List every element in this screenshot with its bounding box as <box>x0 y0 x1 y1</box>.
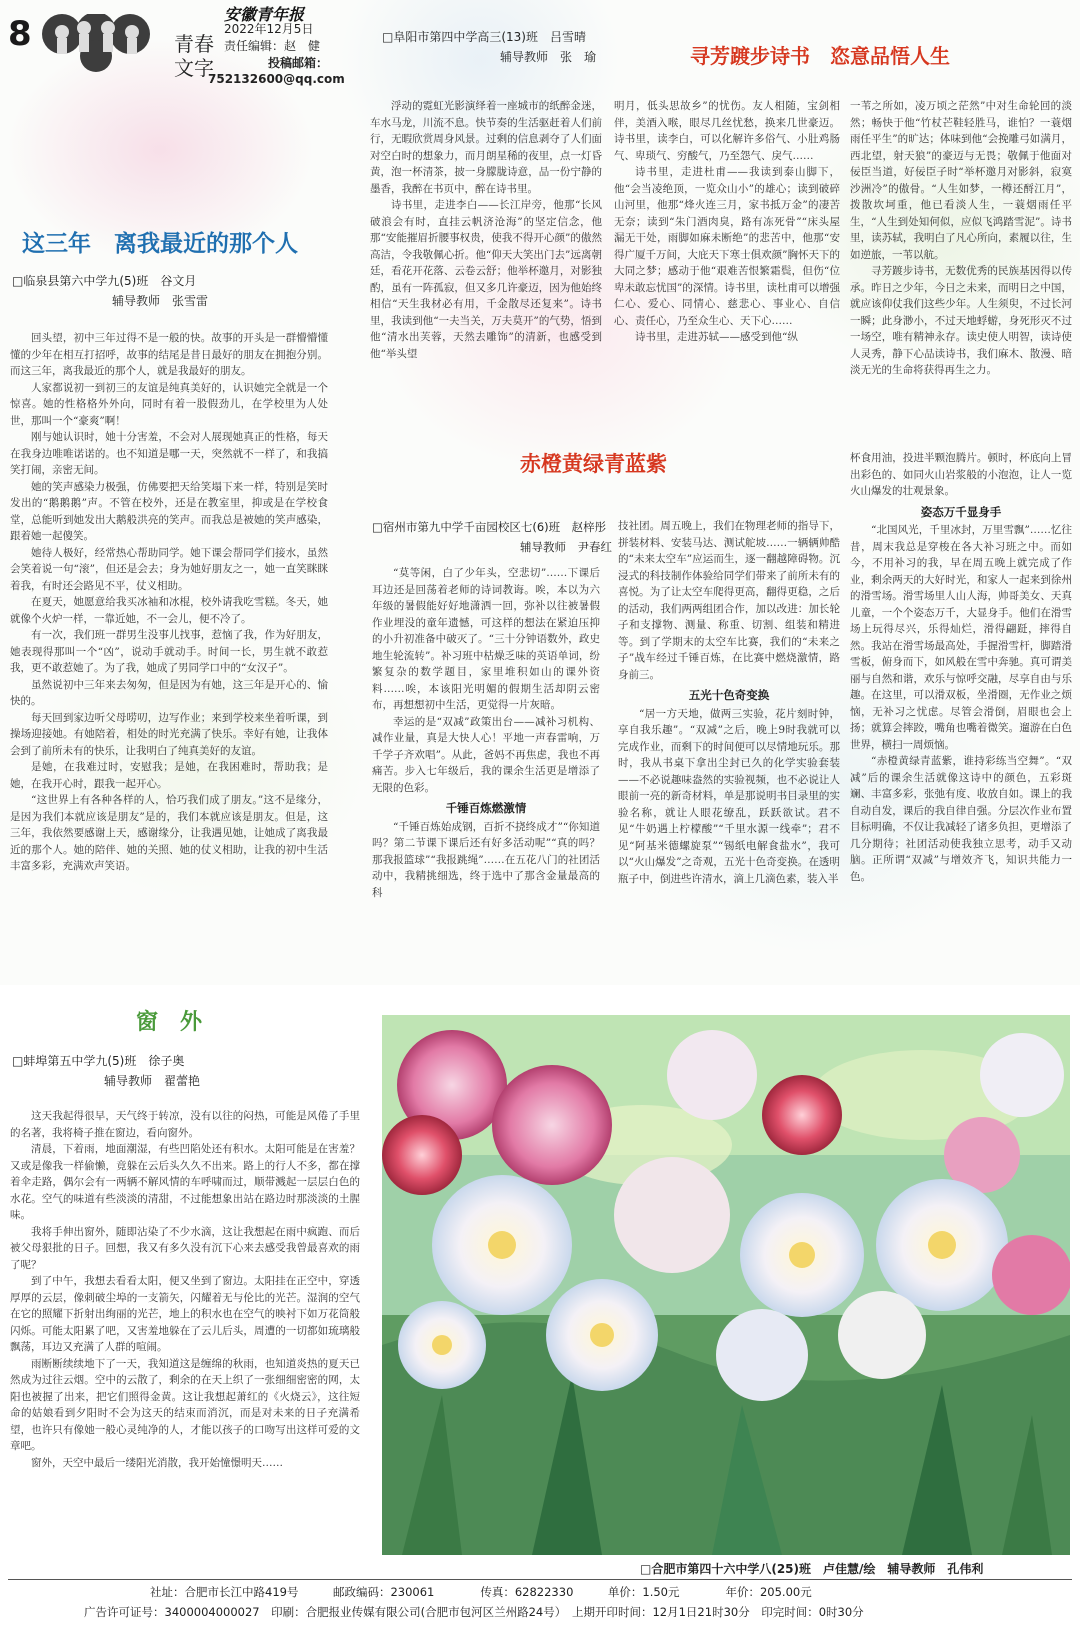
article1-body <box>10 330 328 875</box>
article2-title: 寻芳踱步诗书 恣意品悟人生 <box>690 44 950 68</box>
paragraph: 窗外，天空中最后一缕阳光消散，我开始憧憬明天…… <box>31 1456 283 1469</box>
paragraph: 虽然说初中三年来去匆匆，但是因为有她，这三年是开心的、愉快的。 <box>10 678 328 707</box>
paragraph: 在夏天，她愿意给我买冰袖和冰棍，校外请我吃雪糕。冬天，她就像个火炉一样，一靠近她，不一会儿，便不冷了。 <box>10 596 328 625</box>
paragraph: 一苇之所如，凌万顷之茫然”中对生命轮回的淡然；畅快于他“竹杖芒鞋轻胜马，谁怕？一蓑烟雨任平生”的旷达；体味到他“会挽雕弓如满月，西北望，射天狼”的豪迈与无畏；敬佩于他面对佞臣当道，好佞臣子时“举杯邀月对影斜，寂寞沙洲冷”的傲骨。“人生如梦，一樽还酹江月”，拨散坎坷重，他已看淡人生，一蓑烟雨任平生，“人生到处知何似，应似飞鸿踏雪泥”。诗书里，读苏轼，我明白了凡心所向，素履以往，生如逆旅，一苇以航。 <box>850 100 1072 261</box>
section-subtitle: 五光十色奇变换 <box>688 688 770 702</box>
article3-author: □宿州市第九中学千亩园校区七(6)班 赵梓彤 <box>372 520 607 534</box>
paragraph: “赤橙黄绿青蓝紫，谁持彩练当空舞”。“双减”后的课余生活就像这诗中的颜色，五彩斑斓、丰富多彩，张弛有度、收放自如。课上的我自动自发，课后的我自律自强。分层次作业布置目标明确，不仅让我减轻了诸多负担，更增添了几分期待；社团活动使我独立思考，动手又动脑。正所谓“双减”与增效齐飞，知识共能力一色。 <box>850 755 1072 883</box>
paragraph: 有一次，我们班一群男生没事儿找事，惹恼了我，作为好朋友，她表现得那叫一个“凶”，说动手就动手。时间一长，男生就不敢惹我，更不敢惹她了。为了我，她成了男同学口中的“女汉子”。 <box>10 629 328 674</box>
paragraph: 寻芳踱步诗书，无数优秀的民族基因得以传承。昨日之少年，今日之未来，而明日之中国，就应该仰仗我们这些少年。人生须臾，不过长河一瞬；此身渺小，不过天地蜉蝣，身死形灭不过一场空，唯有精神永存。读史使人明智，读诗使人灵秀，静下心品读诗书，我们麻木、散漫、暗淡无光的生命将获得再生之力。 <box>850 265 1072 376</box>
paragraph: “这世界上有各种各样的人，恰巧我们成了朋友。”这不是缘分，是因为我们本就应该是朋友”是的，我们本就应该是朋友。但是，这三年，我依然要感谢上天，感谢缘分，让我遇见她，让她成了离我最近的那个人。她的陪伴、她的关照、她的仗义相助，让我的初中生活丰富多彩，充满欢声笑语。 <box>10 794 328 872</box>
section-name-2: 文字 <box>174 56 214 80</box>
footer-line-2: 广告许可证号：3400004000027 印刷：合肥报业传媒有限公司(合肥市包河区兰州路24号） 上期开印时间：12月1日21时30分 印完时间：0时30分 <box>84 1605 864 1619</box>
article3-col1 <box>372 565 600 901</box>
paragraph: 技社团。周五晚上，我们在物理老师的指导下，拼装材料、安装马达、测试舵坡……一辆辆帅酷的“未来太空车”应运而生，逐一翻越障碍物。沉浸式的科技制作体验给同学们带来了前所未有的喜悦。为了让太空车爬得更高，翻得更稳，之后的活动，我们两两组团合作，加以改进：加长轮子和支撑物、测量、称重、切割、组装和精进等。到了学期末的太空车比赛，我们的“未来之子”战车经过千锤百炼，在比赛中燃烧激情，路身前三。 <box>618 520 840 681</box>
page-number: 8 <box>8 14 32 54</box>
paragraph: 我将手伸出窗外，随即沾染了不少水滴，这让我想起在雨中疯跑、而后被父母狠批的日子。回想，我又有多久没有沉下心来去感受我曾最喜欢的雨了呢？ <box>10 1225 360 1271</box>
paragraph: 诗书里，走进李白——长江岸旁，他那“长风破浪会有时，直挂云帆济沧海”的坚定信念，他那“安能摧眉折腰事权贵，使我不得开心颜”的傲然高洁，令我敬佩心折。他“仰天大笑出门去”远离朝廷，看花开花落、云卷云舒；他举杯邀月，对影独酌，虽有一阵孤寂，但又多几许豪迈，因为他始终相信“天生我材必有用，千金散尽还复来”。诗书里，我读到他“一夫当关，万夫莫开”的气势，悟到他“清水出芙蓉，天然去雕饰”的清新，也感受到他“举头望 <box>370 199 602 360</box>
paragraph: “北国风光，千里冰封，万里雪飘”……忆往昔，周末我总是穿梭在各大补习班之中。而如今，不用补习的我，早在周五晚上就完成了作业，剩余两天的大好时光，和家人一起来到徐州的滑雪场。滑雪场里人山人海，帅哥美女、天真儿童，一个个姿态万千，大显身手。他们在滑雪场上玩得尽兴，乐得灿烂，滑得翩跹，摔得自然。我站在滑雪场最高处，手握滑雪杆，脚踏滑雪板，俯身而下，如风般在雪中奔驰。真可谓美丽与自然和谐，欢乐与惊呼交融，尽享自由与乐趣。在这里，可以滑双板，坐滑圈，无作业之烦恼，无补习之忧虑。尽管会滑倒，眉眼也会上扬；就算会摔跤，嘴角也嘴着微笑。遛游在白色世界，横扫一周烦恼。 <box>850 524 1072 751</box>
newspaper-name: 安徽青年报 <box>224 5 305 24</box>
responsible-editor: 责任编辑：赵 健 <box>224 39 321 53</box>
paragraph: 诗书里，走进杜甫——我读到泰山脚下，他“会当凌绝顶，一览众山小”的雄心；读到破碎山河里，他那“烽火连三月，家书抵万金”的凄苦无奈；读到“朱门酒肉臭，路有冻死骨”“床头屋漏无干处，雨脚如麻未断绝”的悲苦中，他那“安得广厦千万间，大庇天下寒士俱欢颜”胸怀天下的大同之梦；感动于他“艰难苦恨繁霜鬓，但伤“位卑未敢忘忧国”的深情。诗书里，读杜甫可以增强仁心、爱心、同情心、慈悲心、事业心、自信心、责任心，乃至众生心、天下心…… <box>614 166 840 327</box>
article2-col3 <box>850 98 1072 379</box>
paragraph: 回头望，初中三年过得不是一般的快。故事的开头是一群懵懵懂懂的少年在相互打招呼，故事的结尾是昔日最好的朋友在拥抱分别。而这三年，离我最近的那个人，就是我最好的朋友。 <box>10 332 328 377</box>
article3-teacher: 辅导教师 尹春红 <box>520 540 612 554</box>
article4-title: 窗 外 <box>136 1010 203 1035</box>
section-subtitle: 千锤百炼燃激情 <box>445 801 527 815</box>
article4-teacher: 辅导教师 翟蕾艳 <box>104 1074 201 1088</box>
article2-teacher: 辅导教师 张 瑜 <box>500 50 597 64</box>
paragraph: 明月，低头思故乡”的忧伤。友人相随，宝剑相伴，美酒入喉，眼尽几丝忧愁，换来几世豪迈。诗书里，读李白，可以化解许多俗气、小肚鸡肠气、卑琐气、穷酸气，乃至怨气、戾气…… <box>614 100 840 162</box>
article3-title: 赤橙黄绿青蓝紫 <box>520 452 667 476</box>
paragraph: 雨断断续续地下了一天，我知道这是缠绵的秋雨，也知道炎热的夏天已然成为过往云烟。空中的云散了，剩余的在天上织了一张细细密密的网，太阳也被握了出来，把它们照得金黄。这让我想起萧红的《火烧云》，这往短命的姑娘看到夕阳时不会为这天的结束而消沉，而是对未来的日子充满希望，也许只有像她一般心灵纯净的人，才能以孩子的口吻写出这样可爱的文章吧。 <box>10 1357 360 1452</box>
paragraph: 刚与她认识时，她十分害羞，不会对人展现她真正的性格，每天在我身边唯唯诺诺的。也不知道是哪一天，突然就不一样了，和我搞笑打闹，亲密无间。 <box>10 431 328 476</box>
paragraph: 浮动的霓虹光影演绎着一座城市的纸醉金迷，车水马龙，川流不息。快节奏的生活驱赶着人们前行，无暇欣赏周身风景。过剩的信息剥夺了人们面对空白时的想象力，而月朗星稀的夜里，点一灯昏黄，泡一杯清茶，披一身朦胧诗意，品一份宁静的墨香，我醉在书页中，醉在诗书里。 <box>370 100 602 195</box>
article1-title: 这三年 离我最近的那个人 <box>22 231 298 257</box>
article4-author: □蚌埠第五中学九(5)班 徐子奥 <box>12 1054 185 1068</box>
article1-teacher: 辅导教师 张雪雷 <box>112 294 209 308</box>
paragraph: 她待人极好，经常热心帮助同学。她下课会帮同学们接水，虽然会笑着说一句“滚”，但还是会去；身为她好朋友之一，她一直笑眯眯着我，有时还会路见不平，仗义相助。 <box>10 546 328 592</box>
article2-col1 <box>370 98 602 362</box>
footer-line-1: 社址：合肥市长江中路419号 邮政编码：230061 传真：62822330 单价：1.50元 年价：205.00元 <box>150 1585 812 1599</box>
painting-caption: □合肥市第四十六中学八(25)班 卢佳慧/绘 辅导教师 孔伟利 <box>640 1562 984 1576</box>
clover-logo <box>36 14 166 72</box>
paragraph: 诗书里，走进苏轼——感受到他“纵 <box>635 331 798 343</box>
paragraph: 杯食用油，投进半颗泡腾片。顿时，杯底向上冒出彩色的、如同火山岩浆般的小泡泡，让人一览火山爆发的壮观景象。 <box>850 452 1072 497</box>
section-name-1: 青春 <box>174 32 214 56</box>
section-subtitle: 姿态万千显身手 <box>920 504 1002 519</box>
issue-date: 2022年12月5日 <box>224 22 314 36</box>
paragraph: “莫等闲，白了少年头，空悲切”……下课后耳边还是回荡着老师的诗词教诲。唉，本以为六年级的暑假能好好地潇洒一回，弥补以往被暑假作业埋没的童年遗憾，可这样的想法在紧迫压抑的小升初准备中破灭了。“三十分钟语数外，政史地生轮流转”。补习班中枯燥乏味的英语单词，纷繁复杂的数学题目，家里堆积如山的课外资料……唉，本该阳光明媚的假期生活却阴云密布，再想想初中生活，更觉得一片灰暗。 <box>372 567 600 711</box>
paragraph: “居一方天地，做两三实验，花片刻时钟，享自我乐趣”。“双减”之后，晚上9时我就可以完成作业，而剩下的时间便可以尽情地玩乐。那时，我从书桌下拿出尘封已久的化学实验套装——不必说趣味盎然的实验视频，也不必说让人眼前一亮的新奇材料，单是那说明书目录里的实验名称，就让人眼花缭乱，跃跃欲试。君不见“牛奶遇上柠檬酸”“千里水源一线牵”；君不见“阿基米德螺旋泵”“锡纸电解食盐水”，我可以“火山爆发”之奇观，五光十色奇变换。在透明瓶子中，倒进些许清水，滴上几滴色素，装入半 <box>618 707 840 885</box>
article2-col2 <box>614 98 840 346</box>
article2-author: □阜阳市第四中学高三(13)班 吕雪晴 <box>382 30 586 44</box>
article4-body <box>10 1108 360 1471</box>
paragraph: 每天回到家边听父母唠叨，边写作业；来到学校来坐着听课，到操场迎接她。有她陪着，相处的时光充满了快乐。幸好有她，让我体会到了前所未有的快乐，让我明白了纯真美好的友谊。 <box>10 711 328 757</box>
paragraph: 清晨，下着雨，地面潮湿，有些凹陷处还有积水。太阳可能是在害羞？又或是像我一样偷懒，竟躲在云后头久久不出来。路上的行人不多，都在撑着伞走路，偶尔会有一两辆不解风情的车呼啸而过，顺带溅起一层层白色的水花。空气的味道有些淡淡的清甜，不过能想象出站在路边时那淡淡的土腥味。 <box>10 1143 360 1221</box>
paragraph: 到了中午，我想去看看太阳，便又坐到了窗边。太阳挂在正空中，穿透厚厚的云层，像刺破尘埠的一支箭矢，闪耀着无与伦比的光芒。湿润的空气在它的照耀下折射出绚丽的光芒，地上的积水也在空气的映衬下如万花筒般闪烁。可能太阳累了吧，又害羞地躲在了云儿后头，周遭的一切都如琉璃般飘荡，耳边又充满了人群的喧闹。 <box>10 1275 360 1353</box>
footer-divider <box>8 1579 1072 1580</box>
paragraph: 她的笑声感染力极强，仿佛要把天给笑塌下来一样，特别是笑时发出的“鹅鹅鹅”声。不管在校外，还是在教室里，抑或是在学校食堂，总能听到她发出大鹅般洪亮的笑声。而我总是被她的笑声感染，跟着她一起傻笑。 <box>10 480 328 542</box>
flower-painting <box>382 1015 1070 1555</box>
article1-author: □临泉县第六中学九(5)班 谷文月 <box>12 274 197 288</box>
article3-col3 <box>850 450 1072 885</box>
submission-email-label: 投稿邮箱： <box>268 56 329 70</box>
submission-email[interactable]: 752132600@qq.com <box>208 72 345 86</box>
paragraph: 幸运的是“双减”政策出台——减补习机构、减作业量，真是大快人心！平地一声春雷响，万千学子齐欢唱”。从此，爸妈不再焦虑，我也不再痛苦。步入七年级后，我的课余生活更是增添了无限的色彩。 <box>372 715 600 794</box>
paragraph: 人家都说初一到初三的友谊是纯真美好的，认识她完全就是一个惊喜。她的性格格外外向，同时有着一股假劲儿，在学校里为人处世，那叫一个“豪爽”啊！ <box>10 381 328 427</box>
paragraph: “千锤百炼始成钢，百折不挠终成才”“你知道吗？第二节课下课后还有好多活动呢”“真的吗？那我报篮球”“我报跳绳”……在五花八门的社团活动中，我精挑细选，终于选中了那含金量最高的科 <box>372 820 600 899</box>
paragraph: 是她，在我难过时，安慰我；是她，在我困难时，帮助我；是她，在我开心时，跟我一起开心。 <box>10 761 328 790</box>
paragraph: 这天我起得很早，天气终于转凉，没有以往的闷热，可能是风倦了手里的名著，我将椅子推在窗边，看向窗外。 <box>10 1110 360 1139</box>
article3-col2 <box>618 518 840 887</box>
